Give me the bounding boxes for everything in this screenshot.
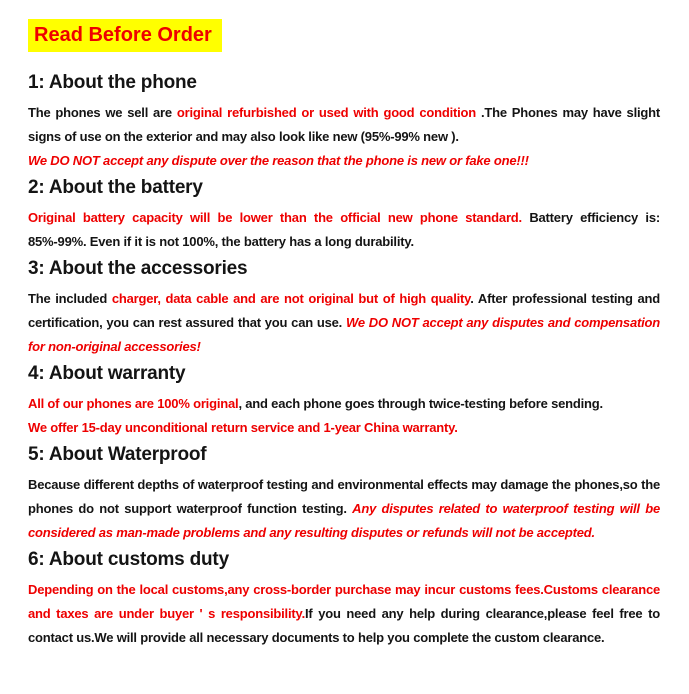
section-paragraph-about-warranty <box>28 392 660 440</box>
text-run-red-italic: Any disputes related to waterproof testing will be considered as man-made problems and any resulting disputes or refunds will not be accepted. <box>28 501 660 540</box>
section-heading-about-warranty: 4: About warranty <box>28 363 186 384</box>
section-heading-about-customs-duty: 6: About customs duty <box>28 549 229 570</box>
text-run-black: Battery efficiency is: 85%-99%. Even if it is not 100%, the battery has a long durability. <box>28 210 660 249</box>
text-run-black: Because different depths of waterproof testing and environmental effects may damage the phones,so the phones do not support waterproof function testing. <box>28 477 660 516</box>
text-run-red: charger, data cable and are not original but of high quality <box>111 291 471 306</box>
text-run-black: , and each phone goes through twice-testing before sending. <box>238 396 603 411</box>
section-heading-about-accessories: 3: About the accessories <box>28 258 248 279</box>
text-run-red: Original battery capacity will be lower than the official new phone standard. <box>28 210 522 225</box>
section-paragraph-about-customs-duty <box>28 578 660 650</box>
text-run-red-italic: We DO NOT accept any dispute over the reason that the phone is new or fake one!!! <box>28 153 529 168</box>
text-run-black: The included <box>28 291 112 306</box>
text-run-black: . After professional testing and certification, you can rest assured that you can use. <box>28 291 661 330</box>
text-run-black: .The Phones may have slight signs of use on the exterior and may also look like new (95%-99% new ). <box>28 105 661 144</box>
text-run-black: If you need any help during clearance,please feel free to contact us.We will provide all necessary documents to help you complete the custom clearance. <box>28 606 661 645</box>
section-heading-about-battery: 2: About the battery <box>28 177 203 198</box>
text-run-black: The phones we sell are <box>28 105 177 120</box>
section-about-waterproof <box>28 444 660 545</box>
section-paragraph-about-phone <box>28 101 660 173</box>
section-about-warranty <box>28 363 660 440</box>
section-heading-about-waterproof: 5: About Waterproof <box>28 444 207 465</box>
text-run-red: All of our phones are 100% original <box>28 396 239 411</box>
page-title: Read Before Order <box>28 19 222 52</box>
text-run-red: We offer 15-day unconditional return service and 1-year China warranty. <box>28 420 458 435</box>
section-heading-about-phone: 1: About the phone <box>28 72 197 93</box>
section-paragraph-about-battery <box>28 206 660 254</box>
text-run-red: original refurbished or used with good condition <box>176 105 481 120</box>
section-paragraph-about-waterproof <box>28 473 660 545</box>
text-run-red-italic: We DO NOT accept any disputes and compensation for non-original accessories! <box>28 315 661 354</box>
section-about-customs-duty <box>28 549 660 650</box>
section-about-accessories <box>28 258 660 359</box>
section-paragraph-about-accessories <box>28 287 660 359</box>
section-about-battery <box>28 177 660 254</box>
text-run-red: Depending on the local customs,any cross-border purchase may incur customs fees.Customs clearance and taxes are under buyer ' s responsibility. <box>28 582 660 621</box>
section-about-phone <box>28 72 660 173</box>
